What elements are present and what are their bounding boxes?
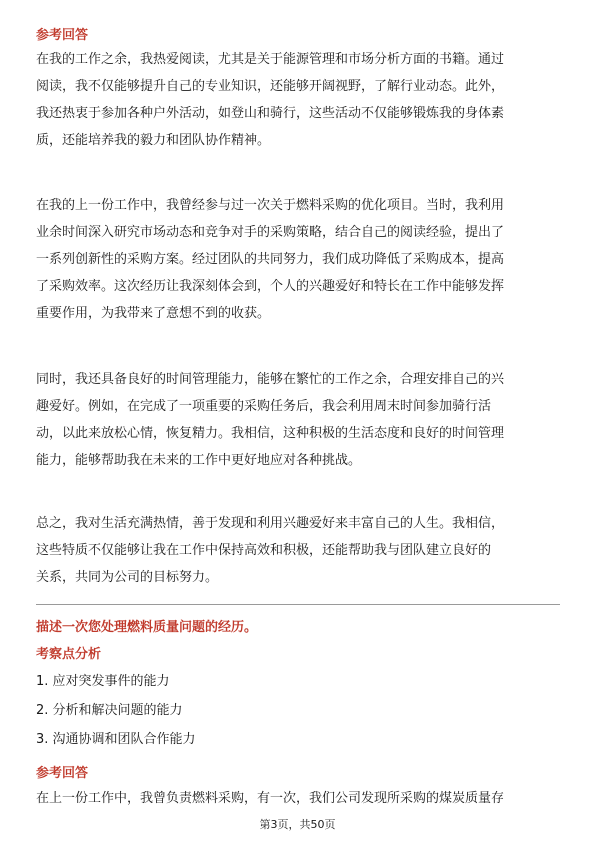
paragraph-line: 在我的上一份工作中，我曾经参与过一次关于燃料采购的优化项目。当时，我利用 bbox=[36, 198, 505, 213]
paragraph-line: 趣爱好。例如，在完成了一项重要的采购任务后，我会利用周末时间参加骑行活 bbox=[36, 399, 492, 414]
paragraph-line: 了采购效率。这次经历让我深刻体会到，个人的兴趣爱好和特长在工作中能够发挥 bbox=[36, 279, 505, 294]
page-number: 第3页，共50页 bbox=[259, 818, 336, 831]
paragraph-line: 在上一份工作中，我曾负责燃料采购，有一次，我们公司发现所采购的煤炭质量存 bbox=[36, 791, 505, 806]
paragraph-line: 关系，共同为公司的目标努力。 bbox=[36, 570, 219, 585]
answer-heading: 参考回答 bbox=[36, 766, 89, 781]
paragraph-line: 业余时间深入研究市场动态和竞争对手的采购策略，结合自己的阅读经验，提出了 bbox=[36, 225, 505, 240]
paragraph-fuel-quality bbox=[36, 785, 560, 812]
section-divider bbox=[36, 604, 560, 605]
paragraph-line: 重要作用，为我带来了意想不到的收获。 bbox=[36, 306, 271, 321]
paragraph-line: 质，还能培养我的毅力和团队协作精神。 bbox=[36, 133, 271, 148]
paragraph-interests bbox=[36, 46, 560, 154]
paragraph-line: 动，以此来放松心情，恢复精力。我相信，这种积极的生活态度和良好的时间管理 bbox=[36, 426, 505, 441]
paragraph-line: 总之，我对生活充满热情，善于发现和利用兴趣爱好来丰富自己的人生。我相信， bbox=[36, 516, 505, 531]
question-heading: 描述一次您处理燃料质量问题的经历。 bbox=[36, 620, 258, 635]
paragraph-line: 这些特质不仅能够让我在工作中保持高效和积极，还能帮助我与团队建立良好的 bbox=[36, 543, 492, 558]
list-item: 2. 分析和解决问题的能力 bbox=[36, 703, 183, 718]
paragraph-line: 阅读，我不仅能够提升自己的专业知识，还能够开阔视野，了解行业动态。此外， bbox=[36, 79, 505, 94]
paragraph-line: 同时，我还具备良好的时间管理能力，能够在繁忙的工作之余，合理安排自己的兴 bbox=[36, 372, 505, 387]
paragraph-line: 能力，能够帮助我在未来的工作中更好地应对各种挑战。 bbox=[36, 453, 362, 468]
paragraph-summary bbox=[36, 510, 560, 591]
answer-heading: 参考回答 bbox=[36, 28, 89, 43]
paragraph-line: 在我的工作之余，我热爱阅读，尤其是关于能源管理和市场分析方面的书籍。通过 bbox=[36, 52, 505, 67]
paragraph-line: 一系列创新性的采购方案。经过团队的共同努力，我们成功降低了采购成本，提高 bbox=[36, 252, 505, 267]
analysis-heading: 考察点分析 bbox=[36, 647, 102, 662]
paragraph-project bbox=[36, 192, 560, 327]
list-item: 3. 沟通协调和团队合作能力 bbox=[36, 732, 196, 747]
paragraph-time-management bbox=[36, 366, 560, 474]
list-item: 1. 应对突发事件的能力 bbox=[36, 674, 170, 689]
paragraph-line: 我还热衷于参加各种户外活动，如登山和骑行，这些活动不仅能够锻炼我的身体素 bbox=[36, 106, 505, 121]
